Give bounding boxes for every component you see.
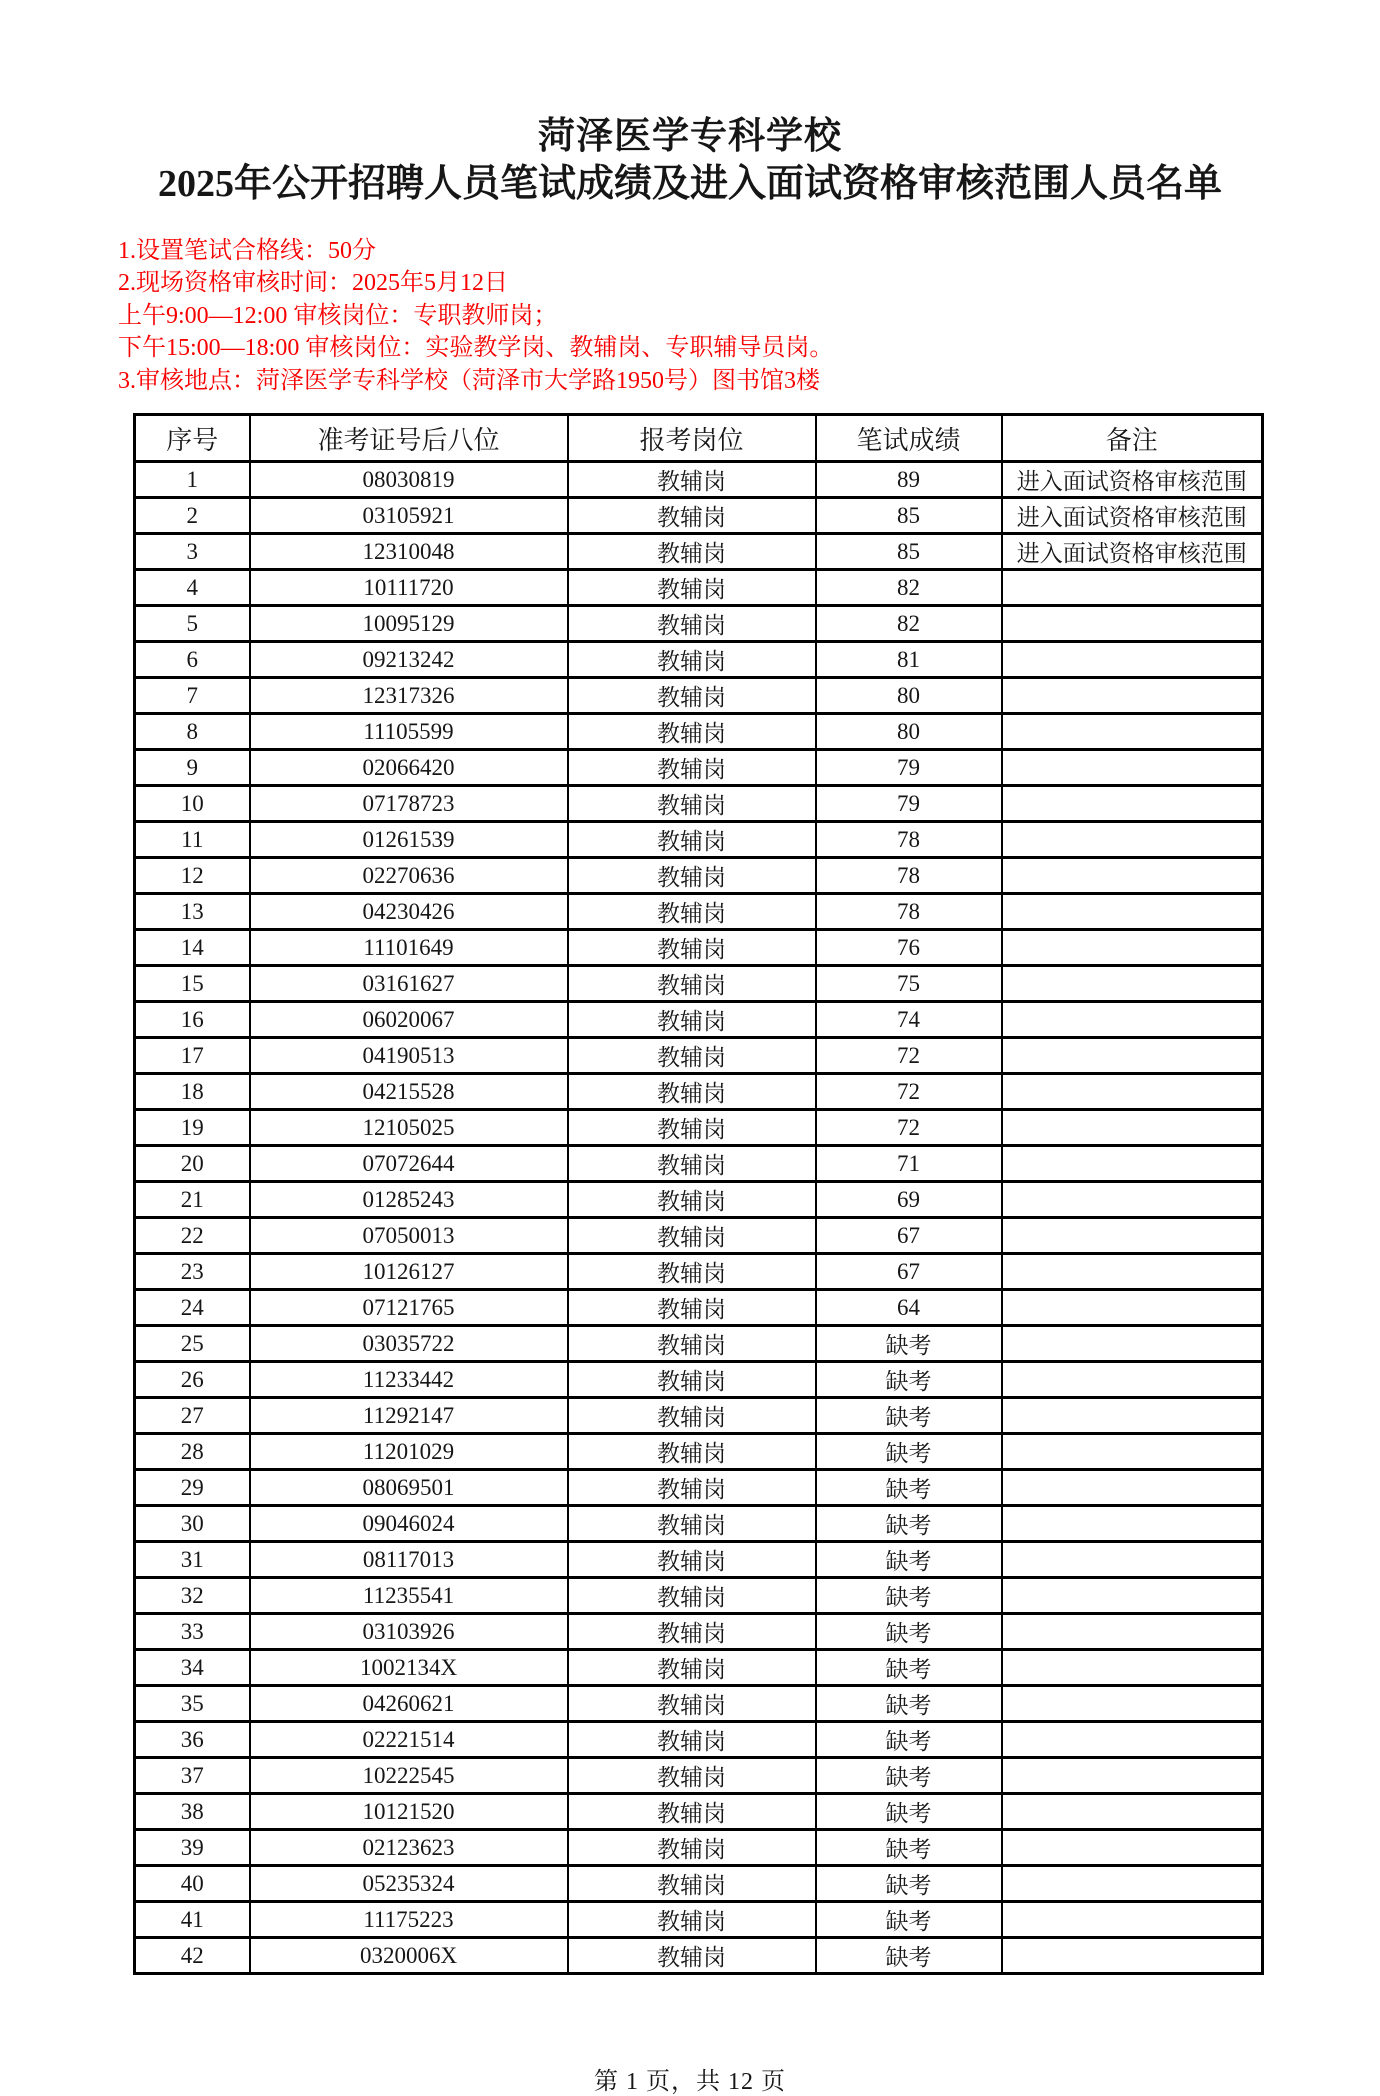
cell-exam-id: 10095129 xyxy=(250,606,568,642)
cell-exam-id: 02066420 xyxy=(250,750,568,786)
table-row xyxy=(135,1614,1263,1650)
cell-score: 82 xyxy=(816,606,1002,642)
note-line-5: 3.审核地点：菏泽医学专科学校（菏泽市大学路1950号）图书馆3楼 xyxy=(118,367,820,394)
cell-score: 缺考 xyxy=(816,1578,1002,1614)
cell-position: 教辅岗 xyxy=(568,1002,816,1038)
cell-position: 教辅岗 xyxy=(568,1506,816,1542)
cell-position: 教辅岗 xyxy=(568,1182,816,1218)
cell-score: 78 xyxy=(816,894,1002,930)
table-row xyxy=(135,462,1263,498)
cell-remark xyxy=(1002,1326,1263,1362)
cell-position: 教辅岗 xyxy=(568,606,816,642)
cell-index: 19 xyxy=(135,1110,250,1146)
cell-score: 76 xyxy=(816,930,1002,966)
cell-remark xyxy=(1002,1146,1263,1182)
cell-remark xyxy=(1002,1938,1263,1974)
table-row xyxy=(135,786,1263,822)
cell-position: 教辅岗 xyxy=(568,1830,816,1866)
cell-remark xyxy=(1002,1470,1263,1506)
cell-exam-id: 11235541 xyxy=(250,1578,568,1614)
cell-exam-id: 08069501 xyxy=(250,1470,568,1506)
cell-exam-id: 04230426 xyxy=(250,894,568,930)
cell-position: 教辅岗 xyxy=(568,1542,816,1578)
cell-position: 教辅岗 xyxy=(568,1650,816,1686)
table-row xyxy=(135,606,1263,642)
cell-score: 78 xyxy=(816,822,1002,858)
cell-position: 教辅岗 xyxy=(568,1578,816,1614)
cell-score: 缺考 xyxy=(816,1614,1002,1650)
cell-position: 教辅岗 xyxy=(568,1902,816,1938)
cell-exam-id: 11101649 xyxy=(250,930,568,966)
cell-index: 36 xyxy=(135,1722,250,1758)
cell-index: 37 xyxy=(135,1758,250,1794)
cell-remark xyxy=(1002,750,1263,786)
cell-index: 35 xyxy=(135,1686,250,1722)
cell-index: 15 xyxy=(135,966,250,1002)
cell-remark xyxy=(1002,1290,1263,1326)
cell-score: 85 xyxy=(816,498,1002,534)
cell-score: 缺考 xyxy=(816,1470,1002,1506)
cell-score: 缺考 xyxy=(816,1686,1002,1722)
cell-score: 缺考 xyxy=(816,1830,1002,1866)
col-header-score: 笔试成绩 xyxy=(816,415,1002,462)
cell-remark xyxy=(1002,1038,1263,1074)
cell-score: 缺考 xyxy=(816,1794,1002,1830)
document-footer xyxy=(0,2061,1380,2096)
cell-score: 85 xyxy=(816,534,1002,570)
cell-exam-id: 0320006X xyxy=(250,1938,568,1974)
cell-score: 79 xyxy=(816,750,1002,786)
table-row xyxy=(135,894,1263,930)
cell-score: 缺考 xyxy=(816,1506,1002,1542)
cell-position: 教辅岗 xyxy=(568,1074,816,1110)
cell-score: 缺考 xyxy=(816,1542,1002,1578)
table-row xyxy=(135,1110,1263,1146)
cell-score: 78 xyxy=(816,858,1002,894)
cell-index: 38 xyxy=(135,1794,250,1830)
cell-score: 缺考 xyxy=(816,1866,1002,1902)
cell-position: 教辅岗 xyxy=(568,642,816,678)
note-line-1: 1.设置笔试合格线：50分 xyxy=(118,237,376,264)
cell-remark xyxy=(1002,930,1263,966)
cell-position: 教辅岗 xyxy=(568,894,816,930)
cell-remark xyxy=(1002,1434,1263,1470)
table-row xyxy=(135,1686,1263,1722)
cell-index: 16 xyxy=(135,1002,250,1038)
cell-remark xyxy=(1002,678,1263,714)
cell-position: 教辅岗 xyxy=(568,1110,816,1146)
cell-score: 71 xyxy=(816,1146,1002,1182)
cell-index: 33 xyxy=(135,1614,250,1650)
cell-exam-id: 10126127 xyxy=(250,1254,568,1290)
cell-index: 18 xyxy=(135,1074,250,1110)
cell-index: 28 xyxy=(135,1434,250,1470)
cell-remark xyxy=(1002,1866,1263,1902)
cell-position: 教辅岗 xyxy=(568,1038,816,1074)
cell-position: 教辅岗 xyxy=(568,1866,816,1902)
cell-index: 30 xyxy=(135,1506,250,1542)
cell-index: 7 xyxy=(135,678,250,714)
cell-index: 32 xyxy=(135,1578,250,1614)
table-row xyxy=(135,642,1263,678)
cell-exam-id: 08030819 xyxy=(250,462,568,498)
table-row xyxy=(135,534,1263,570)
cell-exam-id: 11292147 xyxy=(250,1398,568,1434)
cell-score: 缺考 xyxy=(816,1434,1002,1470)
cell-position: 教辅岗 xyxy=(568,1938,816,1974)
table-row xyxy=(135,930,1263,966)
table-row xyxy=(135,1578,1263,1614)
col-header-index: 序号 xyxy=(135,415,250,462)
cell-remark xyxy=(1002,858,1263,894)
cell-index: 10 xyxy=(135,786,250,822)
cell-remark xyxy=(1002,1614,1263,1650)
cell-exam-id: 09213242 xyxy=(250,642,568,678)
cell-score: 缺考 xyxy=(816,1758,1002,1794)
table-row xyxy=(135,1362,1263,1398)
cell-index: 4 xyxy=(135,570,250,606)
cell-exam-id: 07178723 xyxy=(250,786,568,822)
cell-remark xyxy=(1002,1002,1263,1038)
cell-exam-id: 04190513 xyxy=(250,1038,568,1074)
cell-index: 26 xyxy=(135,1362,250,1398)
cell-index: 5 xyxy=(135,606,250,642)
cell-position: 教辅岗 xyxy=(568,714,816,750)
table-row xyxy=(135,1326,1263,1362)
cell-exam-id: 11175223 xyxy=(250,1902,568,1938)
cell-position: 教辅岗 xyxy=(568,858,816,894)
cell-position: 教辅岗 xyxy=(568,786,816,822)
cell-index: 8 xyxy=(135,714,250,750)
note-line-3: 上午9:00—12:00 审核岗位：专职教师岗； xyxy=(118,302,558,329)
cell-exam-id: 03105921 xyxy=(250,498,568,534)
note-line-4: 下午15:00—18:00 审核岗位：实验教学岗、教辅岗、专职辅导员岗。 xyxy=(118,335,834,362)
cell-position: 教辅岗 xyxy=(568,678,816,714)
cell-position: 教辅岗 xyxy=(568,1470,816,1506)
cell-remark xyxy=(1002,1362,1263,1398)
cell-exam-id: 12317326 xyxy=(250,678,568,714)
cell-exam-id: 01285243 xyxy=(250,1182,568,1218)
table-row xyxy=(135,1794,1263,1830)
cell-remark xyxy=(1002,1758,1263,1794)
cell-remark xyxy=(1002,966,1263,1002)
cell-index: 3 xyxy=(135,534,250,570)
cell-exam-id: 01261539 xyxy=(250,822,568,858)
cell-remark xyxy=(1002,570,1263,606)
cell-index: 22 xyxy=(135,1218,250,1254)
cell-exam-id: 02270636 xyxy=(250,858,568,894)
cell-score: 缺考 xyxy=(816,1938,1002,1974)
table-row xyxy=(135,1938,1263,1974)
cell-index: 6 xyxy=(135,642,250,678)
cell-remark xyxy=(1002,1074,1263,1110)
notes-block xyxy=(118,235,1380,398)
table-row xyxy=(135,1506,1263,1542)
table-row xyxy=(135,1542,1263,1578)
cell-exam-id: 03161627 xyxy=(250,966,568,1002)
cell-position: 教辅岗 xyxy=(568,462,816,498)
cell-score: 67 xyxy=(816,1218,1002,1254)
cell-position: 教辅岗 xyxy=(568,1290,816,1326)
table-row xyxy=(135,1182,1263,1218)
cell-position: 教辅岗 xyxy=(568,750,816,786)
cell-index: 40 xyxy=(135,1866,250,1902)
cell-score: 72 xyxy=(816,1110,1002,1146)
cell-index: 17 xyxy=(135,1038,250,1074)
table-row xyxy=(135,1074,1263,1110)
table-row xyxy=(135,750,1263,786)
cell-position: 教辅岗 xyxy=(568,930,816,966)
cell-index: 23 xyxy=(135,1254,250,1290)
cell-position: 教辅岗 xyxy=(568,1146,816,1182)
cell-index: 1 xyxy=(135,462,250,498)
cell-exam-id: 12310048 xyxy=(250,534,568,570)
cell-index: 20 xyxy=(135,1146,250,1182)
table-row xyxy=(135,678,1263,714)
cell-remark xyxy=(1002,642,1263,678)
cell-remark: 进入面试资格审核范围 xyxy=(1002,498,1263,534)
cell-score: 72 xyxy=(816,1038,1002,1074)
cell-remark xyxy=(1002,1254,1263,1290)
cell-index: 27 xyxy=(135,1398,250,1434)
cell-exam-id: 07072644 xyxy=(250,1146,568,1182)
cell-remark: 进入面试资格审核范围 xyxy=(1002,534,1263,570)
table-row xyxy=(135,1866,1263,1902)
cell-position: 教辅岗 xyxy=(568,1398,816,1434)
cell-remark xyxy=(1002,1542,1263,1578)
doc-title: 菏泽医学专科学校 xyxy=(538,116,842,157)
document-header xyxy=(0,0,1380,205)
cell-position: 教辅岗 xyxy=(568,1614,816,1650)
table-row xyxy=(135,1290,1263,1326)
table-row xyxy=(135,1758,1263,1794)
table-row xyxy=(135,1398,1263,1434)
cell-index: 21 xyxy=(135,1182,250,1218)
cell-index: 41 xyxy=(135,1902,250,1938)
cell-score: 80 xyxy=(816,678,1002,714)
cell-position: 教辅岗 xyxy=(568,1218,816,1254)
cell-exam-id: 11201029 xyxy=(250,1434,568,1470)
cell-remark xyxy=(1002,1902,1263,1938)
cell-exam-id: 04215528 xyxy=(250,1074,568,1110)
cell-score: 75 xyxy=(816,966,1002,1002)
cell-remark xyxy=(1002,1830,1263,1866)
cell-exam-id: 09046024 xyxy=(250,1506,568,1542)
cell-index: 34 xyxy=(135,1650,250,1686)
cell-index: 9 xyxy=(135,750,250,786)
cell-score: 74 xyxy=(816,1002,1002,1038)
cell-remark xyxy=(1002,714,1263,750)
cell-score: 89 xyxy=(816,462,1002,498)
cell-exam-id: 03103926 xyxy=(250,1614,568,1650)
cell-exam-id: 08117013 xyxy=(250,1542,568,1578)
table-row xyxy=(135,1254,1263,1290)
cell-remark xyxy=(1002,786,1263,822)
cell-exam-id: 04260621 xyxy=(250,1686,568,1722)
cell-remark xyxy=(1002,894,1263,930)
cell-exam-id: 11233442 xyxy=(250,1362,568,1398)
cell-exam-id: 10111720 xyxy=(250,570,568,606)
results-table xyxy=(133,413,1264,1975)
cell-exam-id: 06020067 xyxy=(250,1002,568,1038)
cell-remark xyxy=(1002,1218,1263,1254)
table-row xyxy=(135,498,1263,534)
table-row xyxy=(135,1722,1263,1758)
note-line-2: 2.现场资格审核时间：2025年5月12日 xyxy=(118,270,508,297)
cell-remark xyxy=(1002,1686,1263,1722)
table-row xyxy=(135,1470,1263,1506)
table-row xyxy=(135,1650,1263,1686)
cell-index: 12 xyxy=(135,858,250,894)
table-row xyxy=(135,966,1263,1002)
col-header-position: 报考岗位 xyxy=(568,415,816,462)
cell-score: 79 xyxy=(816,786,1002,822)
cell-position: 教辅岗 xyxy=(568,1758,816,1794)
cell-score: 72 xyxy=(816,1074,1002,1110)
cell-remark xyxy=(1002,1506,1263,1542)
cell-position: 教辅岗 xyxy=(568,966,816,1002)
cell-exam-id: 07050013 xyxy=(250,1218,568,1254)
cell-position: 教辅岗 xyxy=(568,570,816,606)
cell-remark xyxy=(1002,1650,1263,1686)
table-row xyxy=(135,714,1263,750)
cell-remark: 进入面试资格审核范围 xyxy=(1002,462,1263,498)
cell-index: 13 xyxy=(135,894,250,930)
cell-exam-id: 02221514 xyxy=(250,1722,568,1758)
cell-position: 教辅岗 xyxy=(568,1326,816,1362)
cell-remark xyxy=(1002,822,1263,858)
cell-score: 81 xyxy=(816,642,1002,678)
cell-score: 67 xyxy=(816,1254,1002,1290)
cell-position: 教辅岗 xyxy=(568,1794,816,1830)
cell-exam-id: 1002134X xyxy=(250,1650,568,1686)
cell-remark xyxy=(1002,1110,1263,1146)
cell-score: 缺考 xyxy=(816,1722,1002,1758)
results-table-body xyxy=(135,462,1263,1974)
table-row xyxy=(135,822,1263,858)
cell-exam-id: 11105599 xyxy=(250,714,568,750)
cell-position: 教辅岗 xyxy=(568,1362,816,1398)
cell-score: 69 xyxy=(816,1182,1002,1218)
cell-index: 25 xyxy=(135,1326,250,1362)
cell-remark xyxy=(1002,1794,1263,1830)
cell-remark xyxy=(1002,1722,1263,1758)
cell-score: 缺考 xyxy=(816,1362,1002,1398)
cell-remark xyxy=(1002,606,1263,642)
table-row xyxy=(135,1002,1263,1038)
cell-position: 教辅岗 xyxy=(568,1254,816,1290)
col-header-exam-id: 准考证号后八位 xyxy=(250,415,568,462)
page-number: 第 1 页，共 12 页 xyxy=(594,2069,786,2096)
cell-score: 缺考 xyxy=(816,1902,1002,1938)
cell-score: 缺考 xyxy=(816,1326,1002,1362)
col-header-remark: 备注 xyxy=(1002,415,1263,462)
cell-exam-id: 05235324 xyxy=(250,1866,568,1902)
cell-position: 教辅岗 xyxy=(568,1686,816,1722)
table-row xyxy=(135,1902,1263,1938)
cell-index: 31 xyxy=(135,1542,250,1578)
cell-exam-id: 07121765 xyxy=(250,1290,568,1326)
table-row xyxy=(135,1038,1263,1074)
cell-index: 29 xyxy=(135,1470,250,1506)
cell-index: 42 xyxy=(135,1938,250,1974)
cell-index: 39 xyxy=(135,1830,250,1866)
doc-subtitle: 2025年公开招聘人员笔试成绩及进入面试资格审核范围人员名单 xyxy=(157,162,1222,205)
table-row xyxy=(135,1146,1263,1182)
header-row xyxy=(135,415,1263,462)
cell-exam-id: 03035722 xyxy=(250,1326,568,1362)
cell-remark xyxy=(1002,1182,1263,1218)
cell-exam-id: 02123623 xyxy=(250,1830,568,1866)
cell-remark xyxy=(1002,1578,1263,1614)
cell-index: 24 xyxy=(135,1290,250,1326)
cell-remark xyxy=(1002,1398,1263,1434)
table-row xyxy=(135,1830,1263,1866)
cell-position: 教辅岗 xyxy=(568,534,816,570)
cell-exam-id: 10121520 xyxy=(250,1794,568,1830)
cell-index: 2 xyxy=(135,498,250,534)
table-row xyxy=(135,570,1263,606)
cell-position: 教辅岗 xyxy=(568,1434,816,1470)
table-row xyxy=(135,1434,1263,1470)
cell-position: 教辅岗 xyxy=(568,822,816,858)
cell-score: 缺考 xyxy=(816,1398,1002,1434)
cell-index: 14 xyxy=(135,930,250,966)
cell-exam-id: 12105025 xyxy=(250,1110,568,1146)
cell-score: 缺考 xyxy=(816,1650,1002,1686)
cell-position: 教辅岗 xyxy=(568,498,816,534)
results-table-head xyxy=(135,415,1263,462)
cell-exam-id: 10222545 xyxy=(250,1758,568,1794)
cell-position: 教辅岗 xyxy=(568,1722,816,1758)
cell-score: 82 xyxy=(816,570,1002,606)
cell-score: 80 xyxy=(816,714,1002,750)
cell-score: 64 xyxy=(816,1290,1002,1326)
table-row xyxy=(135,1218,1263,1254)
table-row xyxy=(135,858,1263,894)
cell-index: 11 xyxy=(135,822,250,858)
